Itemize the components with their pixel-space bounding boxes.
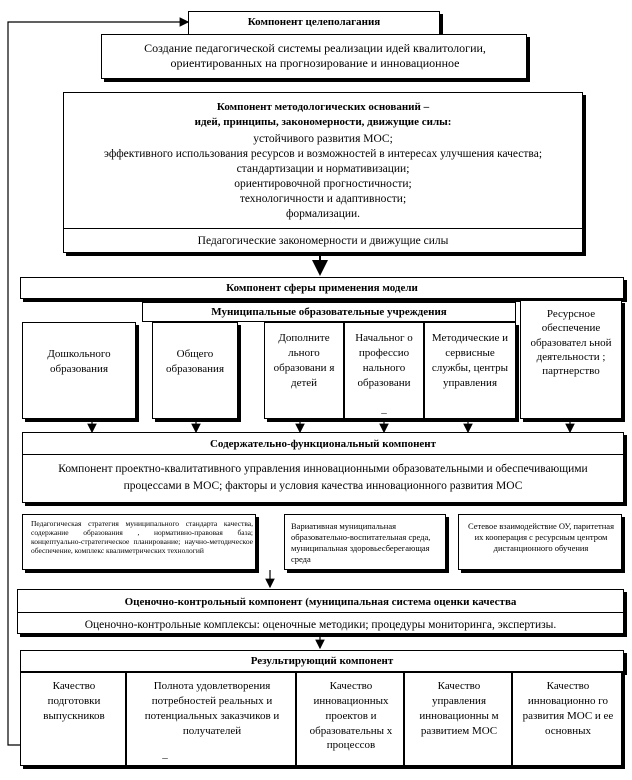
content-sub-environment bbox=[284, 514, 446, 570]
result-cell-management bbox=[404, 672, 512, 766]
goal-title: Компонент целеполагания bbox=[247, 16, 381, 28]
application-cell-services-text: Методические и сервисные службы, центры управления bbox=[431, 332, 509, 389]
result-cell-satisfaction-dash: – bbox=[162, 752, 168, 764]
content-sub-network bbox=[458, 514, 622, 570]
result-cell-projects bbox=[296, 672, 404, 766]
methodology-line-5: технологичности и адаптивности; bbox=[239, 193, 407, 205]
application-cell-preschool bbox=[22, 322, 136, 419]
methodology-divider bbox=[64, 228, 582, 229]
result-cell-development bbox=[512, 672, 622, 766]
content-sub-network-text: Сетевое взаимодействие ОУ, паритетная их кооперация с ресурсным центром дистанционного обучения bbox=[467, 521, 614, 554]
application-cell-additional-text: Дополните льного образовани я детей bbox=[273, 332, 335, 389]
arrow-application-to-content bbox=[92, 419, 570, 432]
content-title: Содержательно-функциональный компонент bbox=[209, 438, 437, 450]
methodology-title-line2: идей, принципы, закономерности, движущие силы: bbox=[194, 116, 452, 128]
content-sub-strategy bbox=[22, 514, 256, 570]
municipal-title: Муниципальные образовательные учреждения bbox=[211, 306, 447, 318]
application-cell-vocational-dash: – bbox=[381, 407, 387, 419]
result-cell-graduates bbox=[20, 672, 126, 766]
goal-text: Создание педагогической системы реализации идей квалитологии, ориентированных на прогнозирование и инновационное bbox=[144, 41, 486, 70]
methodology-footer: Педагогические закономерности и движущие силы bbox=[197, 235, 449, 247]
application-title-box bbox=[20, 277, 624, 299]
evaluation-divider bbox=[18, 612, 623, 613]
result-cell-satisfaction bbox=[126, 672, 296, 766]
content-sub-environment-text: Вариативная муниципальная образовательно-воспитательная среда, муниципальная здоровьесберегающая среда bbox=[291, 521, 431, 565]
content-text: Компонент проектно-квалитативного управления инновационными образовательными и обеспечивающими процессами в МОС; факторы и условия качества инновационного развития МОС bbox=[58, 463, 588, 493]
result-cell-graduates-text: Качество подготовки выпускников bbox=[43, 680, 105, 722]
methodology-line-3: стандартизации и нормативизации; bbox=[236, 163, 410, 175]
application-cell-resources bbox=[520, 300, 622, 419]
application-cell-vocational bbox=[344, 322, 424, 419]
application-cell-vocational-text: Начальног о профессио нального образовани bbox=[355, 332, 413, 389]
result-title-box bbox=[20, 650, 624, 672]
evaluation-title: Оценочно-контрольный компонент (муниципальная система оценки качества bbox=[124, 596, 517, 608]
application-cell-preschool-text: Дошкольного образования bbox=[47, 348, 111, 375]
methodology-title-line1: Компонент методологических оснований – bbox=[216, 101, 430, 113]
result-cell-projects-text: Качество инновационных проектов и образовательны х процессов bbox=[309, 680, 393, 752]
application-cell-general-text: Общего образования bbox=[165, 348, 225, 375]
methodology-line-2: эффективного использования ресурсов и возможностей в интересах улучшения качества; bbox=[103, 148, 543, 160]
content-divider bbox=[23, 454, 623, 455]
evaluation-text: Оценочно-контрольные комплексы: оценочные методики; процедуры мониторинга, экспертизы. bbox=[84, 619, 557, 631]
content-box bbox=[22, 432, 624, 503]
goal-text-box bbox=[101, 34, 527, 79]
result-cell-management-text: Качество управления инновационны м развитием МОС bbox=[419, 680, 499, 737]
goal-title-box bbox=[188, 11, 440, 35]
content-sub-strategy-text: Педагогическая стратегия муниципального стандарта качества, содержание образования , нормативно-правовая база; концептуально-стратегическое планирование; научно-методическое обеспечение, комплекс квалиметрических технологий bbox=[31, 519, 253, 555]
application-cell-resources-text: Ресурсное обеспечение образовател ьной деятельности ; партнерство bbox=[530, 308, 612, 378]
application-cell-services bbox=[424, 322, 516, 419]
methodology-line-4: ориентировочной прогностичности; bbox=[234, 178, 412, 190]
application-cell-additional bbox=[264, 322, 344, 419]
methodology-line-6: формализации. bbox=[285, 208, 361, 220]
result-cell-satisfaction-text: Полнота удовлетворения потребностей реальных и потенциальных заказчиков и получателей bbox=[144, 680, 280, 737]
methodology-box bbox=[63, 92, 583, 253]
evaluation-box bbox=[17, 589, 624, 634]
result-title: Результирующий компонент bbox=[250, 655, 394, 667]
municipal-title-box bbox=[142, 302, 516, 322]
application-title: Компонент сферы применения модели bbox=[226, 282, 418, 294]
application-cell-general bbox=[152, 322, 238, 419]
methodology-line-1: устойчивого развития МОС; bbox=[253, 133, 393, 145]
result-cell-development-text: Качество инновационно го развития МОС и ее основных bbox=[522, 680, 614, 737]
